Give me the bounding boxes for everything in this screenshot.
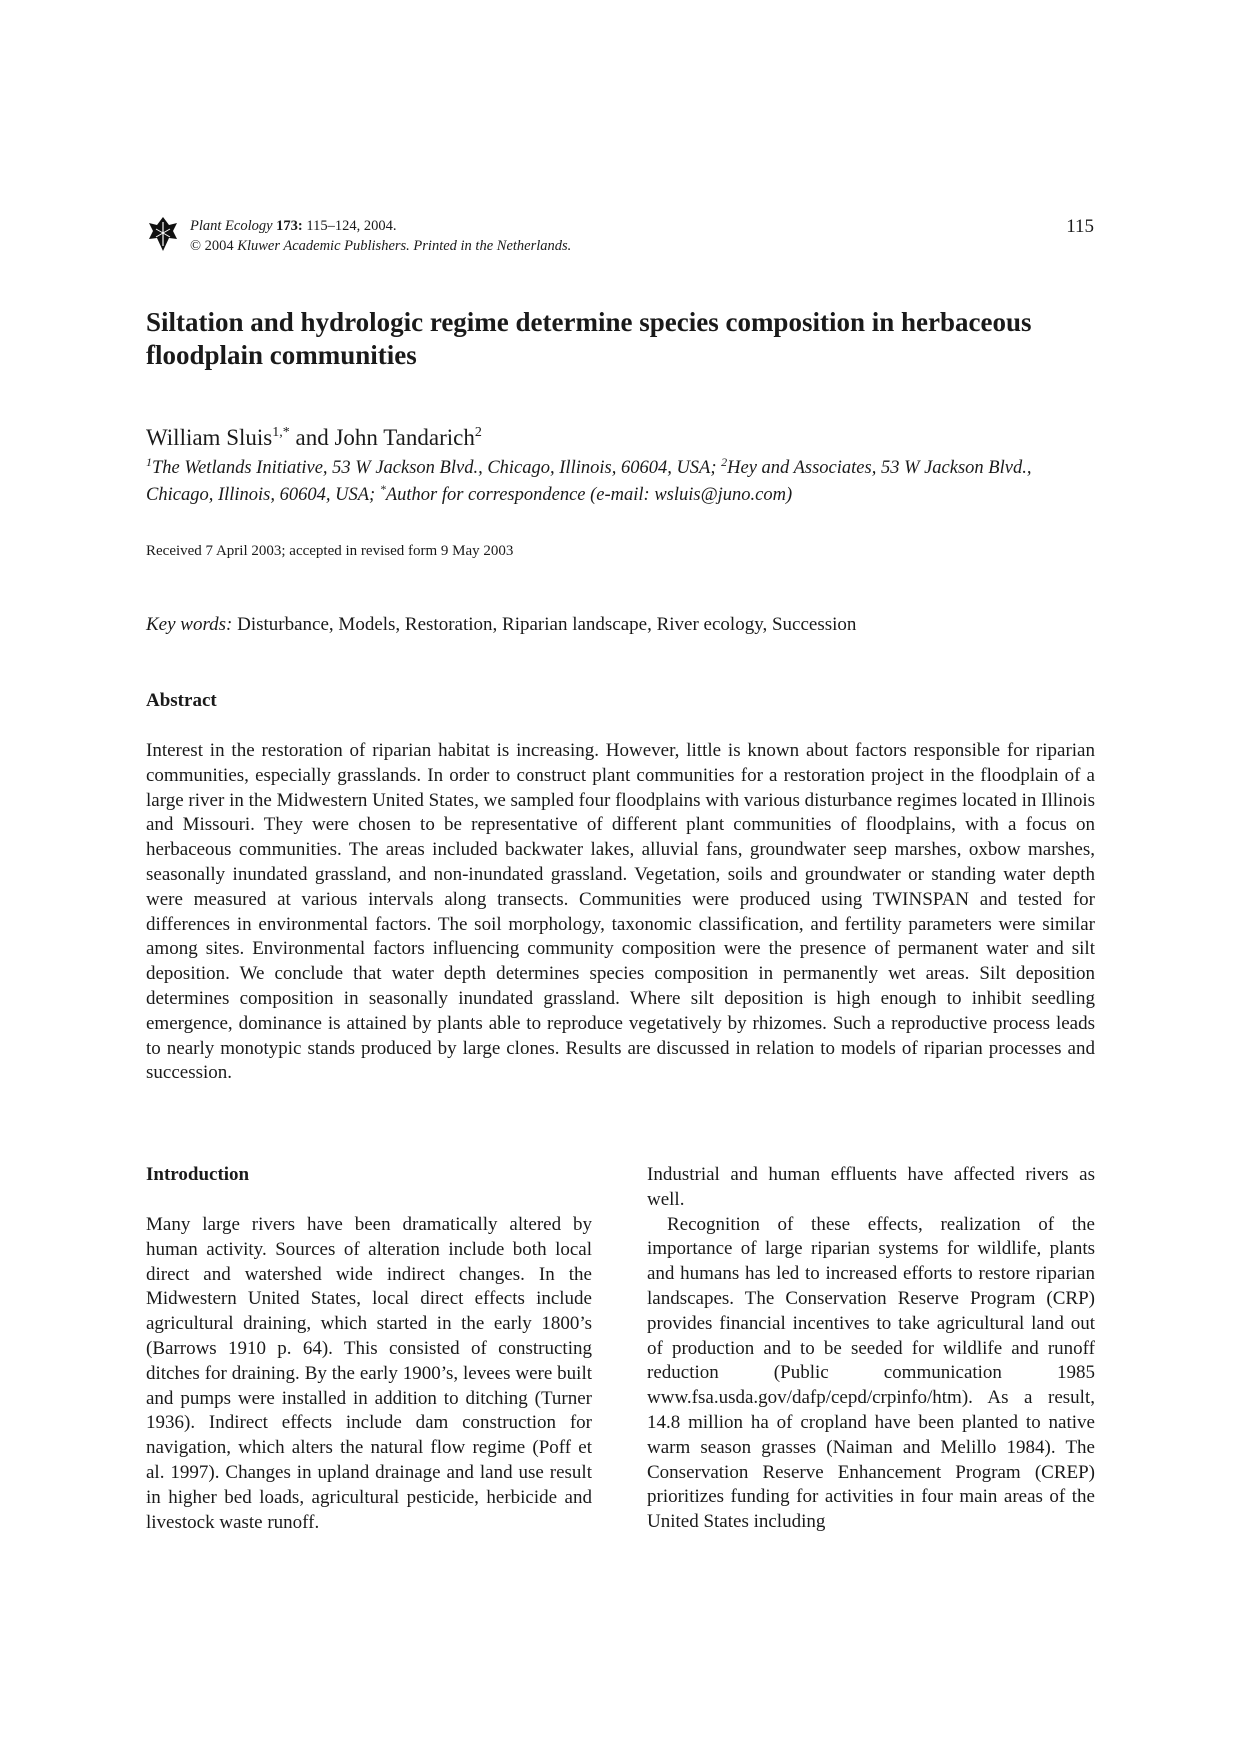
journal-name: Plant Ecology (190, 218, 273, 234)
article-title: Siltation and hydrologic regime determine species composition in herbaceous floodplain communities (146, 307, 1032, 370)
affil-1: The Wetlands Initiative, 53 W Jackson Blvd., Chicago, Illinois, 60604, USA; (152, 458, 722, 478)
copyright-year: © 2004 (190, 238, 234, 254)
intro-paragraph-2: Recognition of these effects, realization of the importance of large riparian systems for wildlife, plants and humans has led to increased efforts to restore riparian landscapes. The Conservation Reserve Program (CRP) provides financial incentives to take agricultural land out of production and to be seeded for wildlife and runoff reduction (Public communication 1985 www.fsa.usda.gov/dafp/cepd/crpinfo/htm). As a result, 14.8 million ha of cropland have been planted to native warm season grasses (Naiman and Melillo 1984). The Conservation Reserve Enhancement Program (CREP) prioritizes funding for activities in four main areas of the United States including (647, 1213, 1095, 1533)
affil-mark-3: * (379, 482, 386, 496)
intro-paragraph-continued: Industrial and human effluents have affected rivers as well. (647, 1164, 1095, 1210)
publisher-line: Kluwer Academic Publishers. Printed in the Netherlands. (237, 238, 572, 254)
keywords-label: Key words: (146, 614, 233, 635)
author-2: and John Tandarich (289, 425, 475, 450)
copyright-line (190, 236, 571, 256)
page-number: 115 (1066, 216, 1094, 237)
keywords-list: Disturbance, Models, Restoration, Riparian landscape, River ecology, Succession (232, 614, 857, 635)
journal-volume: 173: (276, 218, 303, 234)
abstract-text: Interest in the restoration of riparian habitat is increasing. However, little is known about factors responsible for riparian communities, especially grasslands. In order to construct plant communities for a restoration project in the floodplain of a large river in the Midwestern United States, we sampled four floodplains with various disturbance regimes located in Illinois and Missouri. They were chosen to be representative of different plant communities of floodplains, with a focus on herbaceous communities. The areas included backwater lakes, alluvial fans, groundwater seep marshes, oxbow marshes, seasonally inundated grassland, and non-inundated grassland. Vegetation, soils and groundwater or standing water depth were measured at various intervals along transects. Communities were produced using TWINSPAN and tested for differences in environmental factors. The soil morphology, taxonomic classification, and fertility parameters were similar among sites. Environmental factors influencing community composition were the presence of permanent water and silt deposition. We conclude that water depth determines species composition in permanently wet areas. Silt deposition determines composition in seasonally inundated grassland. Where silt deposition is high enough to inhibit seedling emergence, dominance is attained by plants able to reproduce vegetatively by rhizomes. Such a reproductive process leads to nearly monotypic stands produced by large clones. Results are discussed in relation to models of riparian processes and succession. (146, 740, 1095, 1084)
abstract-heading: Abstract (146, 690, 217, 711)
author-line (146, 425, 482, 451)
intro-paragraph-1: Many large rivers have been dramatically altered by human activity. Sources of alteration include both local direct and watershed wide indirect changes. In the Midwestern United States, local direct effects include agricultural draining, which started in the early 1800’s (Barrows 1910 p. 64). This consisted of constructing ditches for draining. By the early 1900’s, levees were built and pumps were installed in addition to ditching (Turner 1936). Indirect effects include dam construction for navigation, which alters the natural flow regime (Poff et al. 1997). Changes in upland drainage and land use result in higher bed loads, agricultural pesticide, herbicide and livestock waste runoff. (146, 1214, 592, 1533)
keywords (146, 614, 856, 636)
correspondence: Author for correspondence (e-mail: wsluis@juno.com) (385, 485, 793, 505)
citation-line (190, 216, 571, 236)
author-1: William Sluis (146, 425, 273, 450)
author-2-marks: 2 (474, 425, 482, 440)
journal-pages: 115–124, 2004. (306, 218, 397, 234)
publisher-logo-icon (148, 216, 178, 252)
left-column (146, 1163, 592, 1535)
introduction-heading: Introduction (146, 1164, 250, 1185)
right-column (647, 1163, 1095, 1535)
received-dates: Received 7 April 2003; accepted in revised form 9 May 2003 (146, 543, 514, 559)
affil-mark-1: 1 (146, 455, 152, 469)
affiliations (146, 455, 1096, 509)
author-1-marks: 1,* (272, 425, 290, 440)
affil-mark-2: 2 (721, 455, 728, 469)
affil-2: Hey and Associates, 53 W Jackson Blvd., Chicago, Illinois, 60604, USA; (146, 458, 1032, 505)
journal-citation (190, 216, 571, 256)
